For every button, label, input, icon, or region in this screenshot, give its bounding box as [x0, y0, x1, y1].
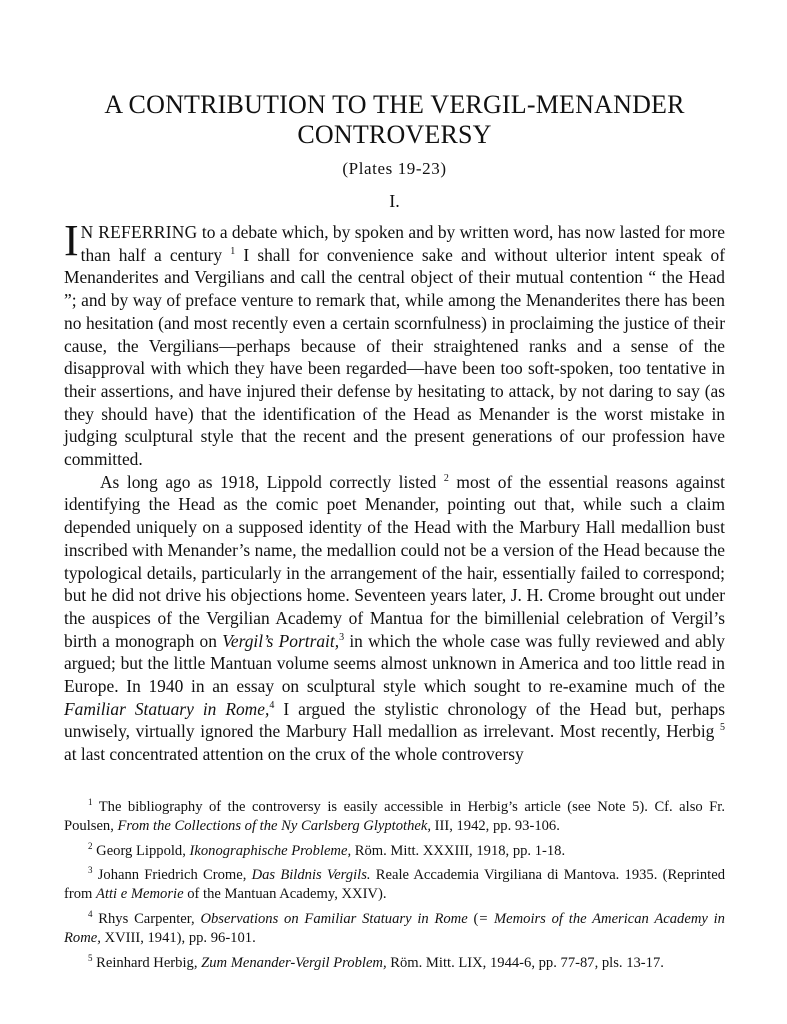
body-text	[64, 216, 726, 766]
para2-text-4: I argued the stylistic chronology of the Head but, perhaps unwisely, virtually ignored the Marbury Hall medallion as irrelevant. Most recently, Herbig	[64, 698, 725, 742]
title-line-1: A CONTRIBUTION TO THE VERGIL-MENANDER	[104, 90, 685, 119]
para2-text-5: at last concentrated attention on the crux of the whole controversy	[64, 744, 524, 765]
footnote-ref-4[interactable]: 4	[269, 699, 275, 711]
para2-text-1: As long ago as 1918, Lippold correctly listed	[100, 471, 444, 492]
footnote-2-text-1: Georg Lippold,	[92, 842, 190, 859]
footnote-2-number: 2	[88, 840, 93, 851]
footnote-1-italic: From the Collections of the Ny Carlsberg Glyptothek,	[117, 818, 431, 835]
title-line-2: CONTROVERSY	[297, 120, 492, 149]
footnote-1	[64, 793, 725, 837]
footnote-1-number: 1	[88, 796, 93, 807]
para1-text-1: to a debate which, by spoken and by written word, has now lasted for more than half a century	[80, 222, 725, 265]
drop-cap: I	[64, 216, 79, 265]
footnote-ref-3[interactable]: 3	[339, 631, 345, 643]
lead-words: N REFERRING	[80, 222, 198, 242]
footnote-1-text-2: III, 1942, pp. 93-106.	[430, 818, 560, 835]
footnote-ref-2[interactable]: 2	[443, 472, 449, 484]
paragraph-1	[64, 216, 726, 471]
para2-italic-1: Vergil’s Portrait,	[222, 630, 340, 651]
footnote-3-text-3: of the Mantuan Academy, XXIV).	[183, 886, 387, 903]
plates-reference: (Plates 19-23)	[342, 159, 447, 178]
footnotes	[64, 793, 725, 973]
para2-italic-2: Familiar Statuary in Rome,	[64, 698, 270, 719]
footnote-ref-1[interactable]: 1	[230, 245, 236, 257]
footnote-4-text-3: XVIII, 1941), pp. 96-101.	[100, 930, 256, 947]
para2-text-3: in which the whole case was fully reviewed and ably argued; but the little Mantuan volume seems almost unknown in America and too little read in Europe. In 1940 in an essay on sculptural style which sought to re-examine much of the	[64, 630, 725, 697]
footnote-5	[64, 949, 725, 973]
footnote-ref-5[interactable]: 5	[720, 722, 725, 734]
para1-text-2: I shall for convenience sake and without ulterior intent speak of Menanderites and Vergilians and call the central object of their mutual contention “ the Head ”; and by way of preface venture to remark that, while among the Menanderites there has been no hesitation (and most recently even a certain scornfulness) in proclaiming the justice of their cause, the Vergilians—perhaps because of their straightened ranks and a sense of the disapproval with which they have been regarded—have been too soft-spoken, too tentative in their assertions, and have injured their defense by hesitating to attack, by not daring to say (as they should have) that the identification of the Head as Menander is the worst mistake in judging sculptural style that the recent and the present generations of our profession have committed.	[64, 244, 726, 470]
footnote-2-text-2: Röm. Mitt. XXXIII, 1918, pp. 1-18.	[351, 842, 566, 859]
footnote-4	[64, 905, 725, 949]
article-title	[64, 90, 725, 150]
footnote-3-italic-2: Atti e Memorie	[96, 886, 184, 903]
footnote-5-number: 5	[88, 952, 93, 963]
footnote-5-text-2: Röm. Mitt. LIX, 1944-6, pp. 77-87, pls. 13-17.	[386, 954, 664, 971]
footnote-3-number: 3	[88, 865, 93, 876]
footnote-4-italic-2: = Memoirs of the American Academy in Rome,	[64, 910, 725, 947]
footnote-3-italic-1: Das Bildnis Vergils.	[251, 866, 371, 883]
footnote-5-text-1: Reinhard Herbig,	[92, 954, 202, 971]
section-numeral: I.	[389, 191, 400, 211]
footnote-3	[64, 861, 725, 905]
footnote-3-text-2: Reale Accademia Virgiliana di Mantova. 1935. (Reprinted from	[64, 866, 726, 903]
footnote-5-italic: Zum Menander-Vergil Problem,	[201, 954, 387, 971]
footnote-2-italic: Ikonographische Probleme,	[189, 842, 352, 859]
footnote-2	[64, 837, 725, 861]
footnote-3-text-1: Johann Friedrich Crome,	[92, 866, 252, 883]
footnote-4-text-1: Rhys Carpenter,	[92, 910, 201, 927]
para2-text-2: most of the essential reasons against identifying the Head as the comic poet Menander, pointing out that, while such a claim depended uniquely on a supposed identity of the Head with the Marbury Hall medallion bust inscribed with Menander’s name, the medallion could not be a version of the Head because the typological details, particularly in the arrangement of the hair, essentially failed to correspond; but he did not drive his objections home. Seventeen years later, J. H. Crome brought out under the auspices of the Vergilian Academy of Mantua for the bimillenial celebration of Vergil’s birth a monograph on	[64, 471, 725, 651]
footnote-4-number: 4	[88, 908, 93, 919]
footnote-4-italic-1: Observations on Familiar Statuary in Rome	[200, 910, 468, 927]
footnote-4-text-2: (	[467, 910, 479, 927]
footnote-1-text-1: The bibliography of the controversy is easily accessible in Herbig’s article (see Note 5). Cf. also Fr. Poulsen,	[64, 798, 725, 835]
page	[64, 90, 725, 973]
paragraph-2	[64, 471, 725, 766]
